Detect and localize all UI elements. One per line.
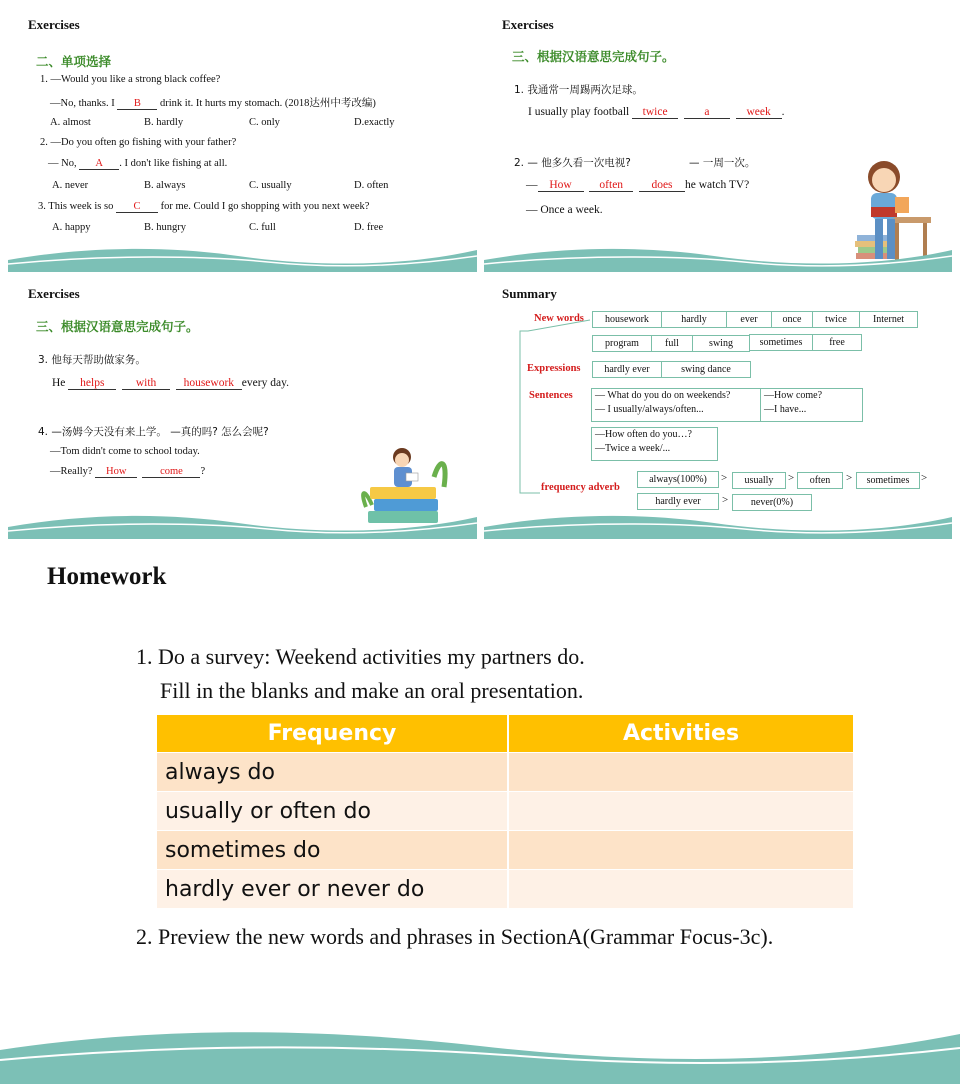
answer: come bbox=[142, 466, 200, 478]
table-row bbox=[157, 792, 854, 831]
answer: How bbox=[538, 179, 584, 192]
answer: often bbox=[589, 179, 633, 192]
slide-title: Exercises bbox=[28, 286, 80, 301]
word-box: housework bbox=[592, 311, 662, 328]
sentence-3: He helps with housework every day. bbox=[52, 377, 289, 389]
frequency-box: sometimes bbox=[856, 472, 920, 489]
sentence-2-chinese-reply: — 一周一次。 bbox=[689, 157, 756, 169]
option: C. usually bbox=[249, 180, 292, 191]
survey-table bbox=[157, 715, 855, 908]
answer: A bbox=[79, 158, 119, 170]
activities-cell[interactable] bbox=[508, 753, 854, 792]
header-frequency: Frequency bbox=[157, 715, 508, 753]
option: B. hardly bbox=[144, 117, 184, 128]
sentence-4-chinese: 4. —汤姆今天没有来上学。 —真的吗? 怎么会呢? bbox=[38, 426, 269, 438]
slide-exercises-2 bbox=[484, 10, 952, 272]
answer: B bbox=[117, 98, 157, 110]
slide-exercises-1 bbox=[8, 10, 477, 272]
frequency-box: usually bbox=[732, 472, 786, 489]
expression-box: swing dance bbox=[661, 361, 751, 378]
word-box: Internet bbox=[859, 311, 918, 328]
label-sentences: Sentences bbox=[529, 390, 573, 401]
homework-title: Homework bbox=[47, 563, 167, 590]
table-row bbox=[157, 753, 854, 792]
wave-decoration bbox=[0, 1024, 960, 1084]
word-box: twice bbox=[812, 311, 860, 328]
greater-than: > bbox=[921, 472, 928, 484]
word-box: free bbox=[812, 334, 862, 351]
word-box: swing bbox=[692, 335, 750, 352]
question-3: 3. This week is so C for me. Could I go shopping with you next week? bbox=[38, 201, 370, 212]
greater-than: > bbox=[722, 494, 729, 506]
slide-title: Exercises bbox=[502, 17, 554, 32]
sentence-1-chinese: 1. 我通常一周踢两次足球。 bbox=[514, 84, 643, 96]
wave-decoration bbox=[8, 509, 477, 539]
slide-title: Exercises bbox=[28, 17, 80, 32]
option: A. almost bbox=[50, 117, 91, 128]
sentence-2-chinese: 2. — 他多久看一次电视? bbox=[514, 157, 631, 169]
frequency-cell: always do bbox=[157, 753, 508, 792]
word-box: hardly bbox=[661, 311, 727, 328]
option: D.exactly bbox=[354, 117, 395, 128]
frequency-cell: sometimes do bbox=[157, 831, 508, 870]
header-activities: Activities bbox=[508, 715, 854, 753]
table-row bbox=[157, 831, 854, 870]
homework-item-2: 2. Preview the new words and phrases in SectionA(Grammar Focus-3c). bbox=[136, 924, 774, 949]
sentence-2: — How often does he watch TV? bbox=[526, 179, 750, 191]
option: B. hungry bbox=[144, 222, 186, 233]
answer: week bbox=[736, 106, 782, 119]
word-box: program bbox=[592, 335, 652, 352]
table-row bbox=[157, 870, 854, 909]
label-new-words: New words bbox=[534, 313, 584, 324]
activities-cell[interactable] bbox=[508, 831, 854, 870]
summary-brace bbox=[514, 317, 594, 497]
slide-title: Summary bbox=[502, 286, 557, 301]
option: A. never bbox=[52, 180, 89, 191]
frequency-box: often bbox=[797, 472, 843, 489]
activities-cell[interactable] bbox=[508, 792, 854, 831]
option: A. happy bbox=[52, 222, 91, 233]
greater-than: > bbox=[788, 472, 795, 484]
answer: twice bbox=[632, 106, 678, 119]
option: B. always bbox=[144, 180, 186, 191]
answer: helps bbox=[68, 377, 116, 390]
sentence-box: —How often do you…? —Twice a week/... bbox=[591, 427, 718, 461]
question-1-line: —No, thanks. I B drink it. It hurts my stomach. (2018达州中考改编) bbox=[50, 98, 376, 109]
answer: How bbox=[95, 466, 137, 478]
frequency-box: never(0%) bbox=[732, 494, 812, 511]
option: D. free bbox=[354, 222, 384, 233]
option: D. often bbox=[354, 180, 389, 191]
answer: with bbox=[122, 377, 170, 390]
sentence-box: — What do you do on weekends? — I usually/always/often... bbox=[591, 388, 763, 422]
label-frequency-adverb: frequency adverb bbox=[541, 482, 620, 493]
activities-cell[interactable] bbox=[508, 870, 854, 909]
slide-homework bbox=[0, 545, 960, 1084]
section-heading: 三、根据汉语意思完成句子。 bbox=[36, 319, 199, 334]
section-heading: 三、根据汉语意思完成句子。 bbox=[512, 49, 675, 64]
option: C. only bbox=[249, 117, 280, 128]
frequency-box: always(100%) bbox=[637, 471, 719, 488]
homework-item-1: 1. Do a survey: Weekend activities my partners do. bbox=[136, 644, 585, 669]
homework-item-1-instructions: Fill in the blanks and make an oral presentation. bbox=[160, 678, 584, 703]
sentence-3-chinese: 3. 他每天帮助做家务。 bbox=[38, 354, 146, 366]
greater-than: > bbox=[846, 472, 853, 484]
word-box: ever bbox=[726, 311, 772, 328]
answer: a bbox=[684, 106, 730, 119]
wave-decoration bbox=[484, 242, 952, 272]
frequency-cell: hardly ever or never do bbox=[157, 870, 508, 909]
answer: C bbox=[116, 201, 158, 213]
answer: housework bbox=[176, 377, 242, 390]
wave-decoration bbox=[8, 242, 477, 272]
question-2: 2. —Do you often go fishing with your father? bbox=[40, 137, 237, 148]
slide-summary bbox=[484, 279, 952, 539]
section-heading: 二、单项选择 bbox=[36, 54, 112, 69]
sentence-2-reply: — Once a week. bbox=[526, 204, 603, 216]
question-1: 1. —Would you like a strong black coffee? bbox=[40, 74, 221, 85]
word-box: once bbox=[771, 311, 813, 328]
question-2-line: — No, A . I don't like fishing at all. bbox=[48, 158, 228, 169]
wave-decoration bbox=[484, 509, 952, 539]
slide-exercises-3 bbox=[8, 279, 477, 539]
expression-box: hardly ever bbox=[592, 361, 662, 378]
word-box: full bbox=[651, 335, 693, 352]
sentence-box: —How come? —I have... bbox=[760, 388, 863, 422]
greater-than: > bbox=[721, 472, 728, 484]
option: C. full bbox=[249, 222, 276, 233]
word-box: sometimes bbox=[749, 334, 813, 351]
answer: does bbox=[639, 179, 685, 192]
sentence-1: I usually play football twice a week . bbox=[528, 106, 785, 118]
sentence-4-line: —Tom didn't come to school today. bbox=[50, 446, 200, 457]
frequency-cell: usually or often do bbox=[157, 792, 508, 831]
label-expressions: Expressions bbox=[527, 363, 581, 374]
frequency-box: hardly ever bbox=[637, 493, 719, 510]
sentence-4: —Really? How come ? bbox=[50, 466, 206, 477]
